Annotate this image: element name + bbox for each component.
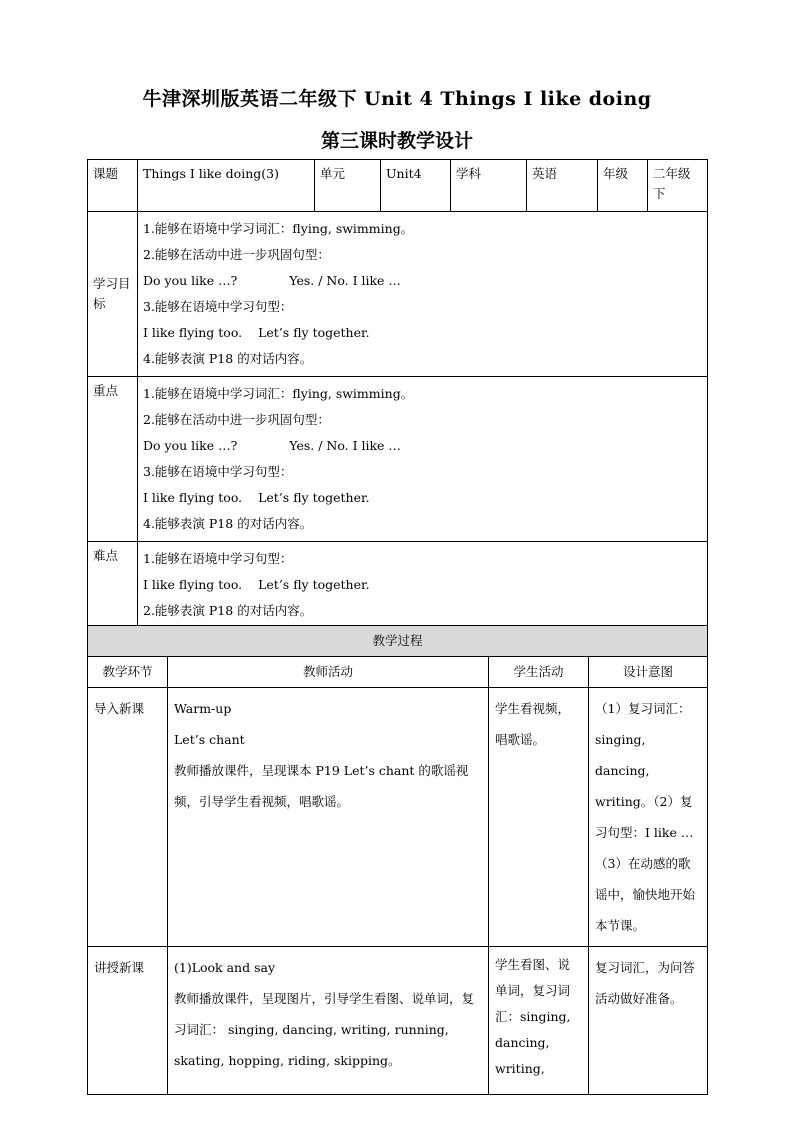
teacher-line: Let’s chant [174, 732, 245, 747]
table-row [88, 947, 708, 1095]
goal-line [143, 268, 702, 294]
key-line: 3.能够在语境中学习句型： [143, 464, 293, 479]
key-line [143, 485, 702, 511]
unit-value: Unit4 [381, 160, 451, 212]
key-points-label: 重点 [88, 377, 138, 542]
teacher-line: 教师播放课件，呈现课本 P19 Let’s chant 的歌谣视频，引导学生看视频，唱歌谣。 [174, 763, 469, 809]
teacher-activity-cell [168, 947, 489, 1095]
key-question: Do you like …? [143, 438, 238, 453]
goal-line: 3.能够在语境中学习句型： [143, 299, 293, 314]
column-header: 教学环节 [88, 657, 168, 688]
column-header: 教师活动 [168, 657, 489, 688]
design-intent-cell: 复习词汇，为问答活动做好准备。 [589, 947, 708, 1095]
unit-label: 单元 [315, 160, 381, 212]
difficulties-label: 难点 [88, 542, 138, 629]
goal-sentence: Let’s fly together. [258, 325, 370, 340]
student-activity-cell: 学生看图、说单词，复习词汇：singing, dancing, writing, [489, 947, 589, 1095]
lesson-info-table [87, 159, 708, 629]
key-line: 1.能够在语境中学习词汇：flying, swimming。 [143, 386, 414, 401]
goal-line: 1.能够在语境中学习词汇：flying, swimming。 [143, 221, 414, 236]
stage-cell: 讲授新课 [88, 947, 168, 1095]
key-line [143, 433, 702, 459]
process-header: 教学过程 [88, 626, 708, 657]
teacher-line: (1)Look and say [174, 960, 276, 975]
goal-answer: Yes. / No. I like … [289, 273, 401, 288]
difficulties-content [138, 542, 708, 629]
student-activity-cell: 学生看视频，唱歌谣。 [489, 688, 589, 947]
info-row [88, 160, 708, 212]
teacher-activity-cell [168, 688, 489, 947]
document-title: 牛津深圳版英语二年级下 Unit 4 Things I like doing [142, 88, 652, 110]
key-line: 4.能够表演 P18 的对话内容。 [143, 516, 313, 531]
difficulty-line [143, 572, 702, 598]
key-points-row [88, 377, 708, 542]
column-header: 学生活动 [489, 657, 589, 688]
key-sentence: Let’s fly together. [258, 490, 370, 505]
goal-line: 4.能够表演 P18 的对话内容。 [143, 351, 313, 366]
teaching-process-table [87, 625, 708, 1095]
goal-sentence: I like flying too. [143, 325, 243, 340]
key-line: 2.能够在活动中进一步巩固句型： [143, 412, 330, 427]
key-answer: Yes. / No. I like … [289, 438, 401, 453]
process-column-headers [88, 657, 708, 688]
teacher-line: Warm-up [174, 701, 232, 716]
topic-label: 课题 [88, 160, 138, 212]
subject-value: 英语 [527, 160, 598, 212]
difficulty-sentence: Let’s fly together. [258, 577, 370, 592]
difficulty-line: 2.能够表演 P18 的对话内容。 [143, 603, 313, 618]
stage-cell: 导入新课 [88, 688, 168, 947]
grade-value: 二年级下 [648, 160, 708, 212]
difficulty-sentence: I like flying too. [143, 577, 243, 592]
goals-label: 学习目标 [88, 212, 138, 377]
goal-question: Do you like …? [143, 273, 238, 288]
subject-label: 学科 [451, 160, 527, 212]
topic-value: Things I like doing(3) [138, 160, 315, 212]
key-points-content [138, 377, 708, 542]
difficulties-row [88, 542, 708, 629]
design-intent-cell: （1）复习词汇：singing, dancing, writing。（2）复习句型：I like …（3）在动感的歌谣中，愉快地开始本节课。 [589, 688, 708, 947]
column-header: 设计意图 [589, 657, 708, 688]
goals-content [138, 212, 708, 377]
document-subtitle: 第三课时教学设计 [320, 130, 473, 152]
goal-line [143, 320, 702, 346]
goals-row [88, 212, 708, 377]
teacher-line: 教师播放课件，呈现图片，引导学生看图、说单词，复习词汇： singing, dancing, writing, running, skating, hopping, riding, skipping。 [174, 991, 475, 1068]
table-row [88, 688, 708, 947]
goal-line: 2.能够在活动中进一步巩固句型： [143, 247, 330, 262]
key-sentence: I like flying too. [143, 490, 243, 505]
difficulty-line: 1.能够在语境中学习句型： [143, 551, 293, 566]
grade-label: 年级 [598, 160, 648, 212]
